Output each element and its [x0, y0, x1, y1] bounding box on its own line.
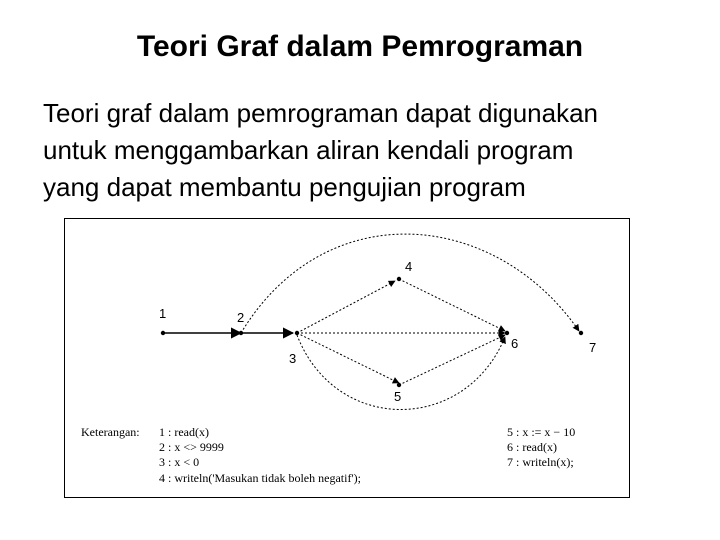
node-label-4: 4: [405, 259, 413, 274]
control-flow-figure: [64, 218, 630, 498]
legend-item-6: 6 : read(x): [507, 440, 557, 454]
edge-3-5: [297, 333, 399, 383]
node-label-5: 5: [394, 389, 402, 404]
node-label-3: 3: [289, 351, 297, 366]
body-line-3: yang dapat membantu pengujian program: [43, 172, 526, 202]
node-1: [161, 331, 165, 335]
slide-body: [43, 95, 703, 206]
edge-4-6: [399, 279, 505, 331]
node-label-7: 7: [589, 340, 597, 355]
node-5: [397, 383, 401, 387]
legend-heading: Keterangan:: [81, 425, 140, 439]
node-label-1: 1: [159, 306, 167, 321]
node-4: [397, 277, 401, 281]
edge-5-6: [399, 335, 505, 385]
body-line-2: untuk menggambarkan aliran kendali program: [43, 135, 574, 165]
node-6: [505, 331, 509, 335]
legend-item-5: 5 : x := x − 10: [507, 425, 576, 439]
node-label-2: 2: [237, 310, 245, 325]
legend-item-1: 1 : read(x): [159, 425, 209, 439]
legend-item-4: 4 : writeln('Masukan tidak boleh negatif');: [159, 471, 361, 485]
node-label-6: 6: [511, 336, 519, 351]
edge-3-4: [297, 281, 395, 333]
node-2: [239, 331, 243, 335]
node-3: [295, 331, 299, 335]
slide-title: Teori Graf dalam Pemrograman: [136, 30, 584, 63]
body-line-1: Teori graf dalam pemrograman dapat digunakan: [43, 98, 599, 128]
legend-item-7: 7 : writeln(x);: [507, 455, 574, 469]
legend-item-3: 3 : x < 0: [159, 455, 200, 469]
legend-item-2: 2 : x <> 9999: [159, 440, 224, 454]
node-7: [579, 331, 583, 335]
control-flow-graph: [65, 219, 631, 499]
edge-2-7: [241, 234, 579, 333]
